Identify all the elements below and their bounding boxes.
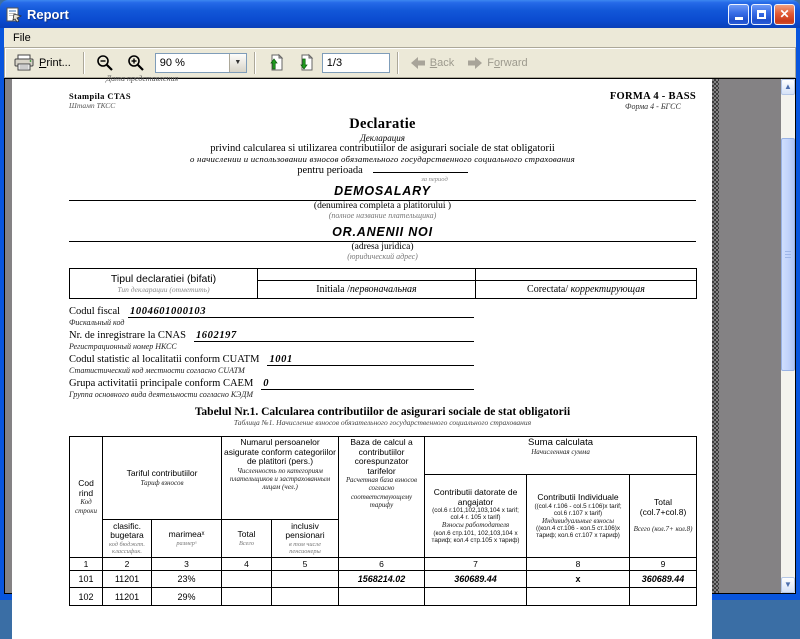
report-page [12,74,712,639]
period-ru: за период [421,176,448,183]
minimize-button[interactable] [728,4,749,25]
minimize-icon [735,17,743,20]
header-col7: Contributii datorate de angajator (col.6 r.101,102,103,104 x tarif; col.4 r. 105 x tarif) Взносы работодателя (кол.6 стр.101, 102,103,104 x тариф; кол.4 стр.105 x тариф) [425,475,527,558]
zoom-value: 90 % [159,56,185,69]
page-down-icon [297,54,314,71]
decl-type-corrected-label: Corectata/ корректирующая [476,281,697,299]
next-page-button[interactable] [292,52,319,73]
decl-type-initial-checkbox[interactable] [258,269,476,281]
forward-label: F [487,56,494,69]
header-clasific: clasific. bugetara код бюджет. классифик. [103,520,152,558]
page-shadow [712,79,719,593]
maximize-icon [757,10,766,19]
preview-pane [4,74,796,602]
back-button[interactable]: Back [405,54,459,72]
zoom-out-icon [96,54,114,71]
field-cuatm: Codul statistic al localitatii conform CUATM 1001 Статистический код местности согласно CUATM [69,354,696,375]
print-label: P [39,56,47,69]
decl-type-initial-label: Initiala /первоначальная [258,281,476,299]
forward-button[interactable]: Forward [462,54,532,72]
back-label: B [429,56,438,69]
address-hint-ru: (юридический адрес) [347,252,418,261]
menu-file[interactable]: File [13,31,31,44]
header-baza: Baza de calcul a contributiilor corespunzator tarifelor Расчетная база взносов согласно соответствующему тарифу [339,437,425,558]
declaration-type-table [69,268,697,299]
doc-subtitle-ro: privind calcularea si utilizarea contributiilor de asigurari sociale de stat obligatorii [210,143,555,154]
zoom-select[interactable] [155,53,247,73]
toolbar-separator [83,52,84,74]
contributions-table [69,436,697,606]
header-marimea: marimeaˣ размерˣ [152,520,222,558]
zoom-in-button[interactable] [122,52,150,73]
field-codul-fiscal: Codul fiscal 1004601000103 Фискальный код [69,306,696,327]
doc-title-ro: Declaratie [349,116,416,132]
printer-icon [14,54,35,71]
table-row: 101 11201 23% 1568214.02 360689.44 x 360689.44 [70,571,697,588]
company-name: DEMOSALARY [334,184,431,198]
header-col8: Contributii Individuale ((col.4 r.106 - col.5 r.106)x tarif; col.6 r.107 x tarif) Индивидуальные взносы ((кол.4 ст.106 - кол.5 ст.106)x тариф; кол.6 ст.107 x тариф) [527,475,630,558]
back-arrow-icon [410,56,426,70]
id-fields [69,306,696,399]
stamp-label-ro: Stampila CTAS [69,91,131,101]
zoom-in-icon [127,54,145,71]
chevron-down-icon[interactable]: ▼ [229,54,246,72]
address-hint-ro: (adresa juridica) [351,242,414,252]
company-hint-ru: (полное название плательщика) [328,211,437,220]
menubar [4,28,796,47]
company-hint-ro: (denumirea completa a platitorului ) [313,201,452,211]
maximize-button[interactable] [751,4,772,25]
zoom-out-button[interactable] [91,52,119,73]
forward-arrow-icon [467,56,483,70]
table-row-clipped: 102 11201 29% [70,588,697,606]
header-pensionari: inclusiv pensionari в том числе пенсионеры [272,520,339,558]
form-code: FORMA 4 - BASS Форма 4 - БГСС [609,91,696,111]
header-cod-rind: Cod rind Код строки [70,437,103,558]
field-caem: Grupa activitatii principale conform CAEM 0 Группа основного вида деятельности согласно КЭДМ [69,378,696,399]
doc-subtitle-ru: о начислении и использовании взносов обязательного государственного социального страхования [190,154,575,164]
page-number-input[interactable] [322,53,390,73]
period-line: pentru perioada [69,164,696,176]
scrollbar-thumb[interactable] [781,138,795,371]
scroll-down-button[interactable] [781,577,795,593]
clipped-top-line: Дата представления [106,74,179,83]
header-suma: Suma calculata Начисленная сумма [425,437,697,475]
doc-title-ru: Декларация [360,133,405,143]
company-address: OR.ANENII NOI [332,225,433,239]
stamp-label-ru: Штамп ТКСС [69,101,116,110]
report-page-icon [6,6,22,22]
window-title: Report [27,6,69,22]
scroll-up-button[interactable] [781,79,795,95]
toolbar-separator [254,52,255,74]
window-body [0,28,800,600]
header-col9: Total (col.7+col.8) Всего (кол.7+ кол.8) [630,475,697,558]
thumb-grip [785,251,791,259]
column-numbers-row: 1 2 3 4 5 6 7 8 9 [70,558,697,571]
header-total-pers: Total Всего [222,520,272,558]
chevron-down-icon: ▼ [784,580,792,589]
decl-type-label-cell: Tipul declaratiei (bifati) Тип декларации (отметить) [70,269,258,299]
chevron-up-icon: ▲ [784,82,792,91]
header-numar: Numarul persoanelor asigurate conform categoriilor de platitori (pers.) Численность по категориям плательщиков и застрахованным лицам (чел.) [222,437,339,520]
page-up-icon [267,54,284,71]
decl-type-corrected-checkbox[interactable] [476,269,697,281]
toolbar-separator [397,52,398,74]
close-icon: ✕ [779,7,790,21]
titlebar [0,0,800,28]
app-icon[interactable] [5,5,23,23]
table1-title-ro: Tabelul Nr.1. Calcularea contributiilor de asigurari sociale de stat obligatorii [194,406,571,418]
field-nr-cnas: Nr. de inregistrare la CNAS 1602197 Регистрационный номер НКСС [69,330,696,351]
header-tarif: Tariful contributiilor Тариф взносов [103,437,222,520]
table1-title-ru: Таблица №1. Начисление взносов обязательного государственного социального страхования [233,418,532,427]
close-button[interactable] [774,4,795,25]
print-button[interactable]: Print... [9,52,76,73]
period-blank [373,164,468,173]
vertical-scrollbar[interactable] [781,79,795,593]
prev-page-button[interactable] [262,52,289,73]
